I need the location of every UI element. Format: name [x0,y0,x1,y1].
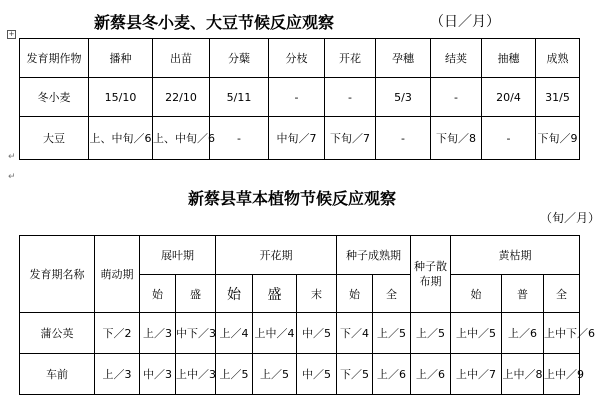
table-cell: 蒲公英 [20,313,95,354]
table-cell: 15/10 [89,78,153,117]
table-cell: 下旬／7 [325,117,376,160]
table-cell: 上中／5 [451,313,502,354]
table-cell: 上／6 [502,313,544,354]
table2-title: 新蔡县草本植物节候反应观察 [188,189,397,208]
herb-phenology-table [19,235,596,395]
table-cell: 下／5 [337,354,373,395]
table-header-cell: 发育期作物 [20,39,89,78]
table-subheader-cell: 普 [502,275,544,313]
table-row [20,78,580,117]
table-cell: - [210,117,269,160]
table-header-cell: 黄枯期 [451,236,580,275]
table-subheader-cell: 始 [337,275,373,313]
table-row [20,313,580,354]
table-header-cell: 发育期名称 [20,236,95,313]
table-header-cell: 萌动期 [95,236,140,313]
table-header-row [20,236,580,275]
table-subheader-cell: 始 [140,275,176,313]
table-header-cell: 出苗 [153,39,210,78]
table-subheader-cell: 全 [373,275,411,313]
table-cell: 上中下／6 [544,313,580,354]
table-cell: 车前 [20,354,95,395]
table-cell: 31/5 [536,78,580,117]
paragraph-mark-icon: ↵ [8,172,16,182]
paragraph-mark-icon: ↵ [8,152,16,162]
table-header-row [20,39,580,78]
table-cell: 上／5 [373,313,411,354]
table-header-cell: 孕穗 [376,39,431,78]
table1-title: 新蔡县冬小麦、大豆节候反应观察 [94,13,335,32]
table-header-cell: 成熟 [536,39,580,78]
table-cell: 中下／3 [176,313,216,354]
table-cell: 上中／3 [176,354,216,395]
crop-phenology-table [19,38,580,160]
table-cell: - [325,78,376,117]
table-cell: 上／3 [95,354,140,395]
table-subheader-cell: 全 [544,275,580,313]
table-header-cell: 分蘖 [210,39,269,78]
table-cell: 中旬／7 [269,117,325,160]
table-cell: 大豆 [20,117,89,160]
table-cell: 下旬／9 [536,117,580,160]
table-header-cell: 分枝 [269,39,325,78]
table-cell: 上／5 [216,354,253,395]
table-cell: 22/10 [153,78,210,117]
table-cell: 5/3 [376,78,431,117]
table-move-handle-icon[interactable]: + [8,30,15,38]
table-cell: 下／4 [337,313,373,354]
table-header-cell: 结荚 [431,39,482,78]
table-cell: - [376,117,431,160]
table-cell: 上／5 [411,313,451,354]
table-cell: 中／5 [297,313,337,354]
table-cell: - [482,117,536,160]
table-cell: 上／5 [253,354,297,395]
table-header-cell: 开花期 [216,236,337,275]
table-header-cell: 展叶期 [140,236,216,275]
table-cell: 上、中旬／6 [153,117,210,160]
table-header-cell: 开花 [325,39,376,78]
table2-unit: （旬／月） [540,211,601,225]
table-cell: 冬小麦 [20,78,89,117]
table-cell: 中／5 [297,354,337,395]
table-header-cell: 种子散布期 [411,236,451,313]
table-cell: 下旬／8 [431,117,482,160]
table-row [20,354,580,395]
table-cell: 5/11 [210,78,269,117]
table-cell: 上中／8 [502,354,544,395]
table-cell: 上中／7 [451,354,502,395]
table-cell: - [431,78,482,117]
table-cell: 上中／9 [544,354,580,395]
table-row [20,117,580,160]
table-cell: 上／6 [373,354,411,395]
table-cell: 上、中旬／6 [89,117,153,160]
table-cell: 下／2 [95,313,140,354]
table-header-cell: 抽穗 [482,39,536,78]
table-cell: 上中／4 [253,313,297,354]
table-subheader-cell: 始 [451,275,502,313]
table-cell: - [269,78,325,117]
table-subheader-cell: 盛 [176,275,216,313]
table-subheader-cell: 末 [297,275,337,313]
table-cell: 上／4 [216,313,253,354]
table-header-cell: 种子成熟期 [337,236,411,275]
table-cell: 20/4 [482,78,536,117]
table-subheader-cell: 盛 [253,275,297,313]
table-cell: 上／3 [140,313,176,354]
table-cell: 上／6 [411,354,451,395]
table-subheader-cell: 始 [216,275,253,313]
table-header-cell: 播种 [89,39,153,78]
table-cell: 中／3 [140,354,176,395]
table1-unit: （日／月） [430,14,500,30]
